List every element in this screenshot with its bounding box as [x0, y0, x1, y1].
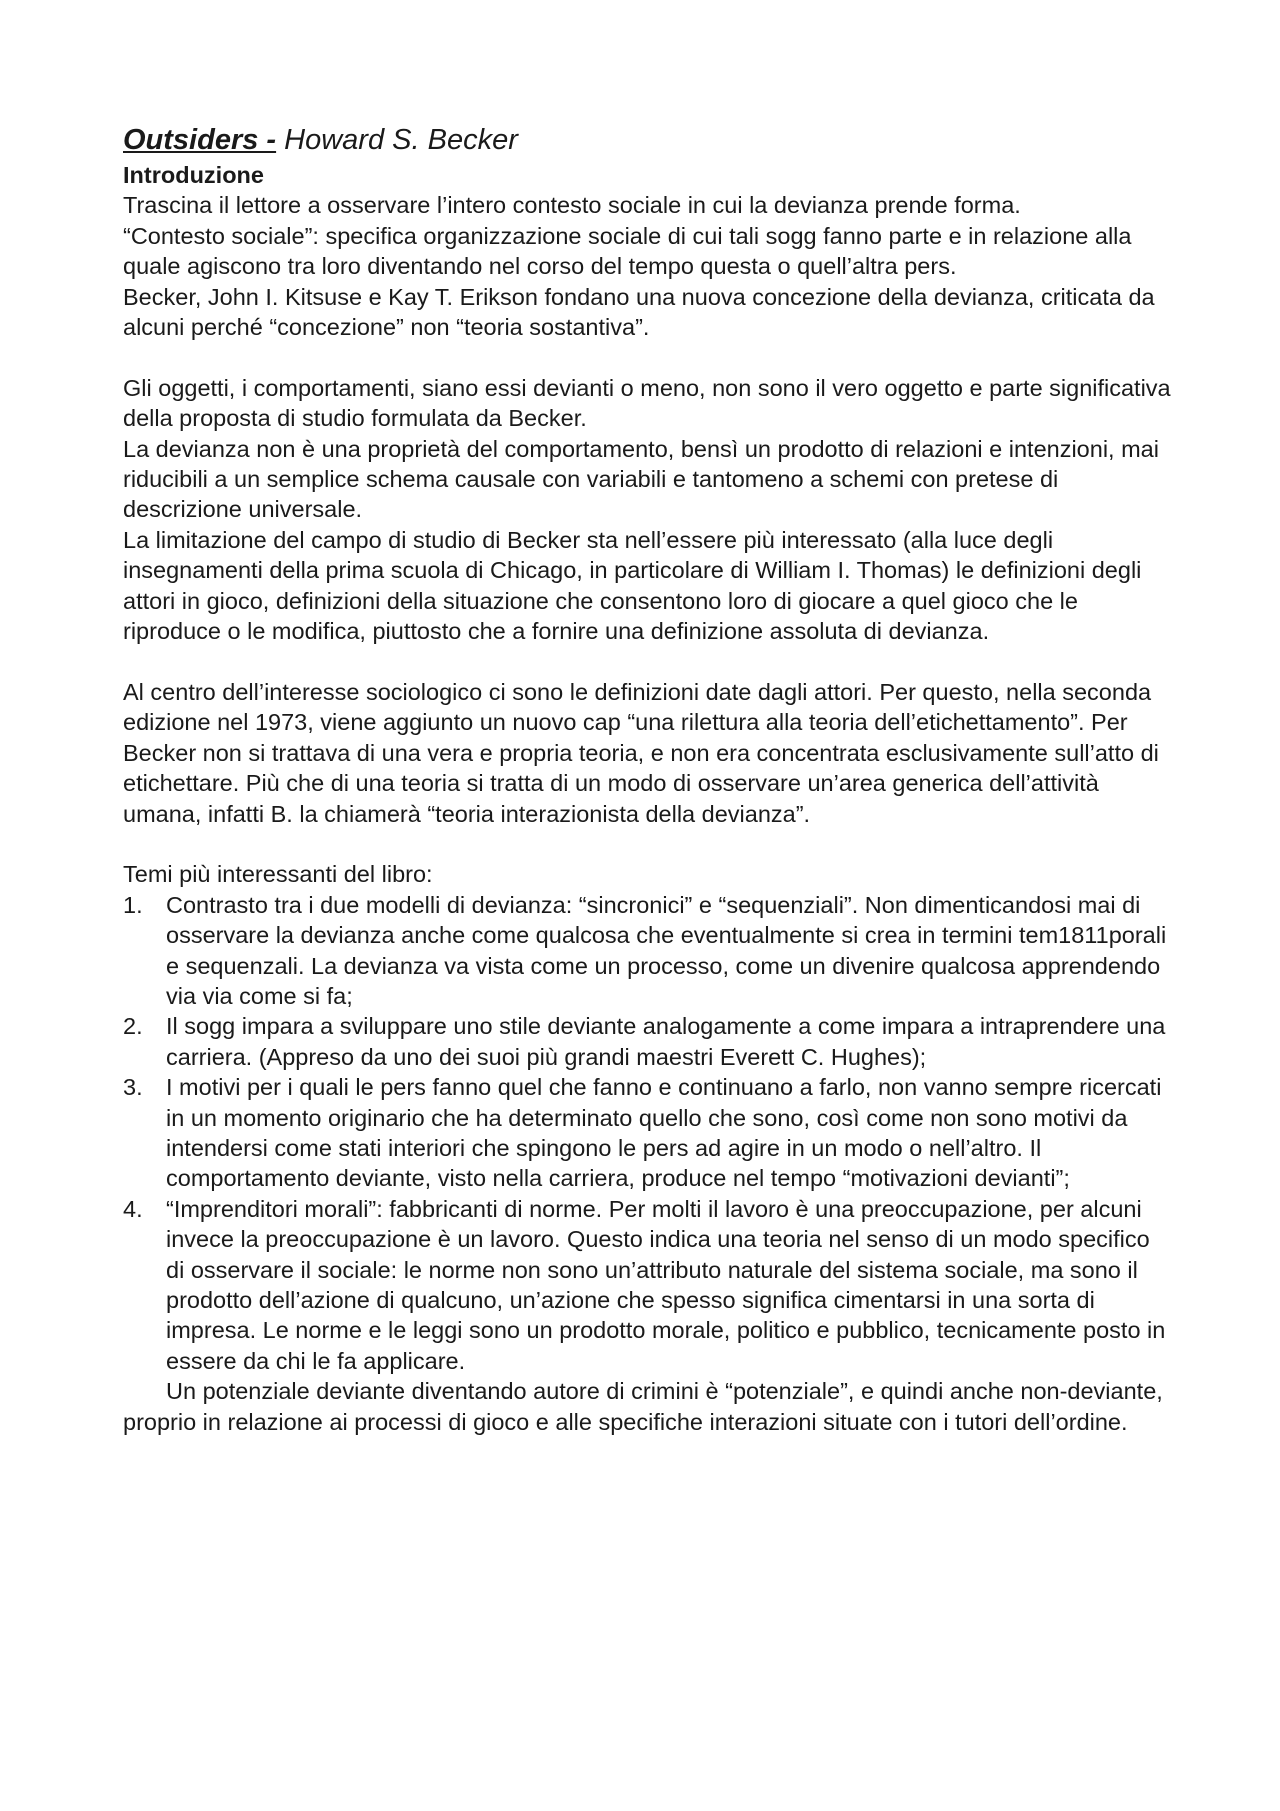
document-title — [123, 122, 1173, 158]
paragraph: “Contesto sociale”: specifica organizzazione sociale di cui tali sogg fanno parte e in relazione alla quale agiscono tra loro diventando nel corso del tempo questa o quell’altra pers. — [123, 222, 1132, 280]
list-item-number: 4. — [123, 1195, 143, 1222]
list-item-number: 2. — [123, 1013, 143, 1040]
paragraph: Trascina il lettore a osservare l’intero contesto sociale in cui la devianza prende forma. — [123, 192, 1021, 219]
list-item — [123, 1072, 1173, 1194]
title-book: Outsiders - — [123, 124, 277, 156]
paragraph: Al centro dell’interesse sociologico ci sono le definizioni date dagli attori. Per questo, nella seconda edizione nel 1973, viene aggiunto un nuovo cap “una rilettura alla teoria dell’etichettamento”. Per Becker non si trattava di una vera e propria teoria, e non era concentrata esclusivamente sull’atto di etichettare. Più che di una teoria si tratta di un modo di osservare un’area generica dell’attività umana, infatti B. la chiamerà “teoria interazionista della devianza”. — [123, 678, 1159, 827]
paragraph: La limitazione del campo di studio di Becker sta nell’essere più interessato (alla luce degli insegnamenti della prima scuola di Chicago, in particolare di William I. Thomas) le definizioni degli attori in gioco, definizioni della situazione che consentono loro di giocare a quel gioco che le riproduce o le modifica, piuttosto che a fornire una definizione assoluta di devianza. — [123, 526, 1142, 645]
title-author: Howard S. Becker — [284, 124, 518, 156]
list-item-number: 1. — [123, 891, 143, 918]
list-item-text: “Imprenditori morali”: fabbricanti di norme. Per molti il lavoro è una preoccupazione, per alcuni invece la preoccupazione è un lavoro. Questo indica una teoria nel senso di un modo specifico di osservare il sociale: le norme non sono un’attributo naturale del sistema sociale, ma sono il prodotto dell’azione di qualcuno, un’azione che spesso significa cimentarsi in una sorta di impresa. Le norme e le leggi sono un prodotto morale, politico e pubblico, tecnicamente posto in essere da chi le fa applicare. — [166, 1195, 1166, 1374]
paragraph-spacer — [123, 646, 1173, 676]
themes-list — [123, 890, 1173, 1377]
list-item — [123, 1194, 1173, 1376]
document-page — [123, 122, 1173, 1437]
paragraph-spacer — [123, 829, 1173, 859]
list-item-text: I motivi per i quali le pers fanno quel che fanno e continuano a farlo, non vanno sempre ricercati in un momento originario che ha determinato quello che sono, così come non sono motivi da intendersi come stati interiori che spingono le pers ad agire in un modo o nell’altro. Il comportamento deviante, visto nella carriera, produce nel tempo “motivazioni devianti”; — [166, 1074, 1162, 1192]
paragraph: La devianza non è una proprietà del comportamento, bensì un prodotto di relazioni e intenzioni, mai riducibili a un semplice schema causale con variabili e tantomeno a schemi con pretese di descrizione universale. — [123, 435, 1159, 523]
closing-paragraph: Un potenziale deviante diventando autore di crimini è “potenziale”, e quindi anche non-deviante, proprio in relazione ai processi di gioco e alle specifiche interazioni situate con i tutori dell’ordine. — [123, 1378, 1163, 1435]
themes-intro: Temi più interessanti del libro: — [123, 861, 433, 888]
list-item — [123, 1011, 1173, 1072]
list-item-text: Contrasto tra i due modelli di devianza: “sincronici” e “sequenziali”. Non dimenticandosi mai di osservare la devianza anche come qualcosa che eventualmente si crea in termini tem1811porali e sequenzali. La devianza va vista come un processo, come un divenire qualcosa apprendendo via via come si fa; — [166, 891, 1167, 1009]
list-item-number: 3. — [123, 1074, 143, 1101]
paragraph: Gli oggetti, i comportamenti, siano essi devianti o meno, non sono il vero oggetto e parte significativa della proposta di studio formulata da Becker. — [123, 374, 1171, 432]
list-item — [123, 890, 1173, 1012]
list-item-text: Il sogg impara a sviluppare uno stile deviante analogamente a come impara a intraprendere una carriera. (Appreso da uno dei suoi più grandi maestri Everett C. Hughes); — [166, 1013, 1166, 1070]
paragraph-spacer — [123, 342, 1173, 372]
paragraph: Becker, John I. Kitsuse e Kay T. Erikson fondano una nuova concezione della devianza, criticata da alcuni perché “concezione” non “teoria sostantiva”. — [123, 283, 1155, 341]
section-heading-introduzione: Introduzione — [123, 162, 264, 188]
